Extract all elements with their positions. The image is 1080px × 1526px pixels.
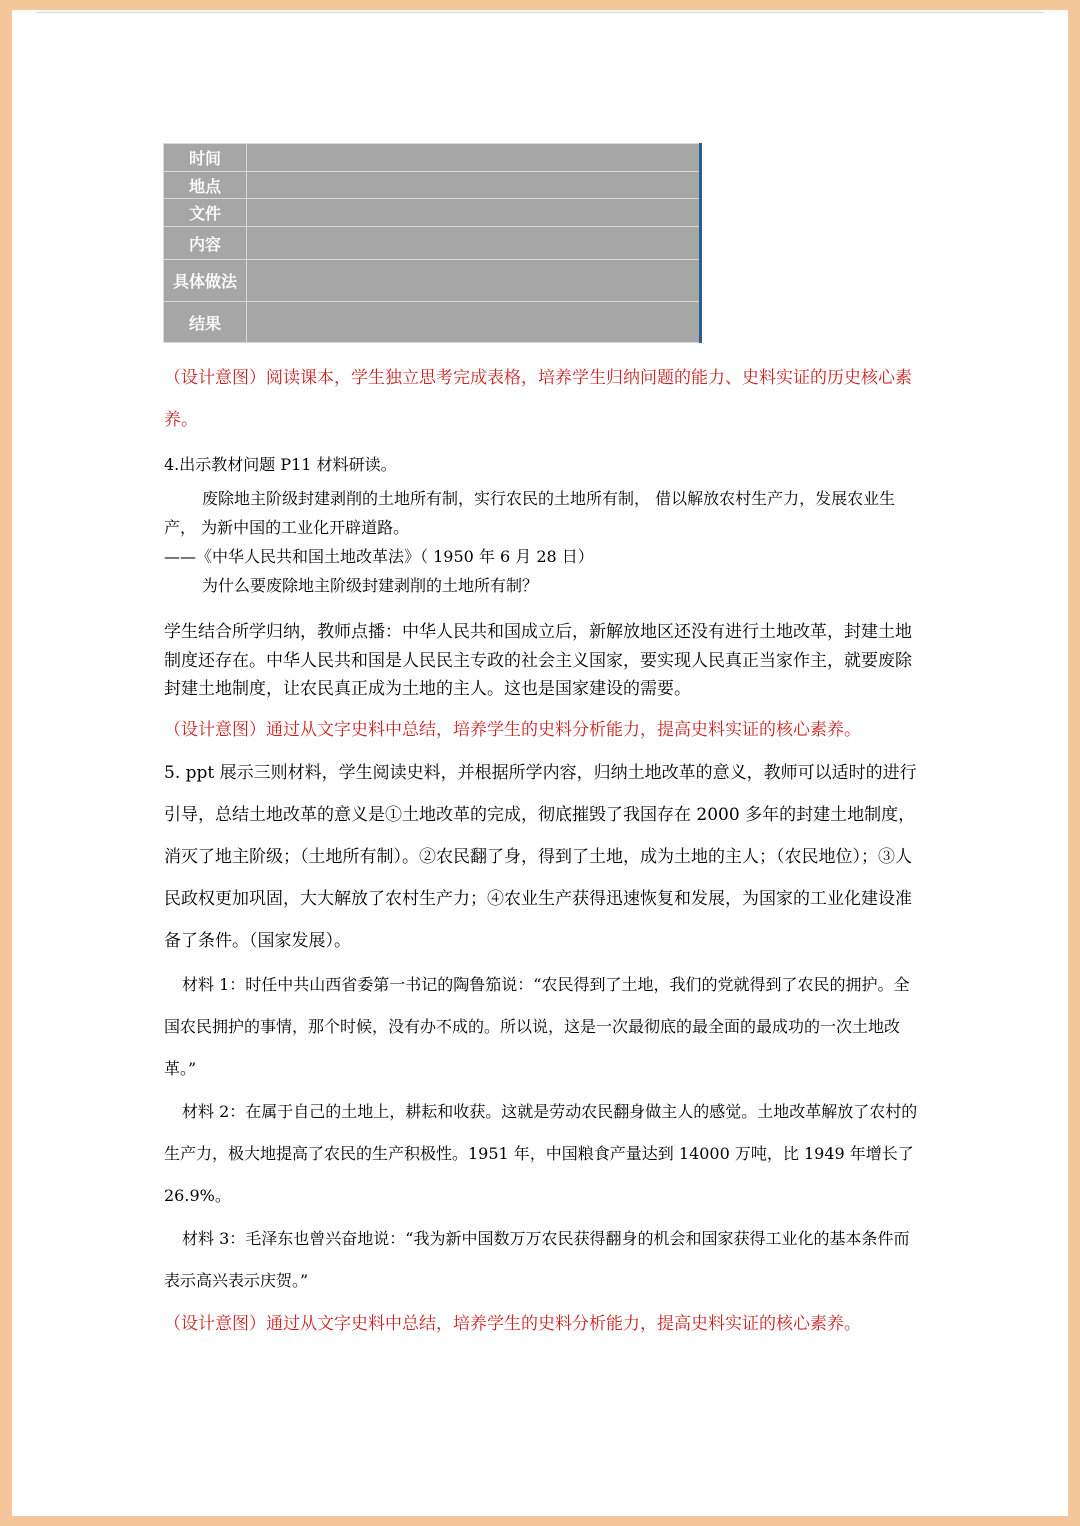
summary-table (163, 143, 702, 343)
table-row (164, 302, 701, 343)
item-4-heading: 4.出示教材问题 P11 材料研读。 (164, 455, 397, 474)
quote-block (164, 484, 924, 600)
design-intent-1: （设计意图）阅读课本，学生独立思考完成表格，培养学生归纳问题的能力、史料实证的历史核心素养。 (164, 368, 912, 430)
document-page (12, 10, 1068, 1516)
row-label: 文件 (164, 199, 247, 227)
quote-source: ——《中华人民共和国土地改革法》（ 1950 年 6 月 28 日） (164, 547, 594, 566)
row-label: 具体做法 (164, 260, 247, 302)
blank-cell (247, 199, 701, 227)
row-label: 地点 (164, 172, 247, 199)
table-row (164, 199, 701, 227)
blank-cell (247, 144, 701, 172)
table-row (164, 227, 701, 260)
blank-cell (247, 172, 701, 199)
design-intent-2: （设计意图）通过从文字史料中总结，培养学生的史料分析能力，提高史料实证的核心素养。 (164, 720, 861, 740)
material-3: 材料 3：毛泽东也曾兴奋地说：“我为新中国数万万农民获得翻身的机会和国家获得工业化的基本条件而表示高兴表示庆贺。” (164, 1229, 910, 1290)
quote-text: 废除地主阶级封建剥削的土地所有制，实行农民的土地所有制， 借以解放农村生产力，发展农业生产， 为新中国的工业化开辟道路。 (164, 489, 896, 537)
blank-cell (247, 227, 701, 260)
table-row (164, 172, 701, 199)
row-label: 结果 (164, 302, 247, 343)
teacher-summary: 学生结合所学归纳，教师点播：中华人民共和国成立后，新解放地区还没有进行土地改革，封建土地制度还存在。中华人民共和国是人民民主专政的社会主义国家，要实现人民真正当家作主，就要废除封建土地制度，让农民真正成为土地的主人。这也是国家建设的需要。 (164, 622, 912, 699)
item-5-paragraph: 5. ppt 展示三则材料，学生阅读史料，并根据所学内容，归纳土地改革的意义，教师可以适时的进行引导，总结土地改革的意义是①土地改革的完成，彻底摧毁了我国存在 2000 多年的封建土地制度，消灭了地主阶级；（土地所有制）。②农民翻了身，得到了土地，成为土地的主人；（农民地位）；③人民政权更加巩固，大大解放了农村生产力；④农业生产获得迅速恢复和发展，为国家的工业化建设准备了条件。（国家发展）。 (164, 763, 917, 951)
quote-question: 为什么要废除地主阶级封建剥削的土地所有制？ (202, 576, 539, 595)
design-intent-3: （设计意图）通过从文字史料中总结，培养学生的史料分析能力，提高史料实证的核心素养。 (164, 1314, 861, 1334)
table-row (164, 144, 701, 172)
row-label: 内容 (164, 227, 247, 260)
material-2: 材料 2：在属于自己的土地上，耕耘和收获。这就是劳动农民翻身做主人的感觉。土地改革解放了农村的生产力，极大地提高了农民的生产积极性。1951 年，中国粮食产量达到 14000 万吨，比 1949 年增长了 26.9%。 (164, 1102, 918, 1205)
row-label: 时间 (164, 144, 247, 172)
blank-cell (247, 260, 701, 302)
top-rule (36, 12, 1044, 13)
material-1: 材料 1：时任中共山西省委第一书记的陶鲁笳说：“农民得到了土地，我们的党就得到了农民的拥护。全国农民拥护的事情，那个时候，没有办不成的。所以说，这是一次最彻底的最全面的最成功的一次土地改革。” (164, 975, 910, 1078)
table-row (164, 260, 701, 302)
blank-cell (247, 302, 701, 343)
